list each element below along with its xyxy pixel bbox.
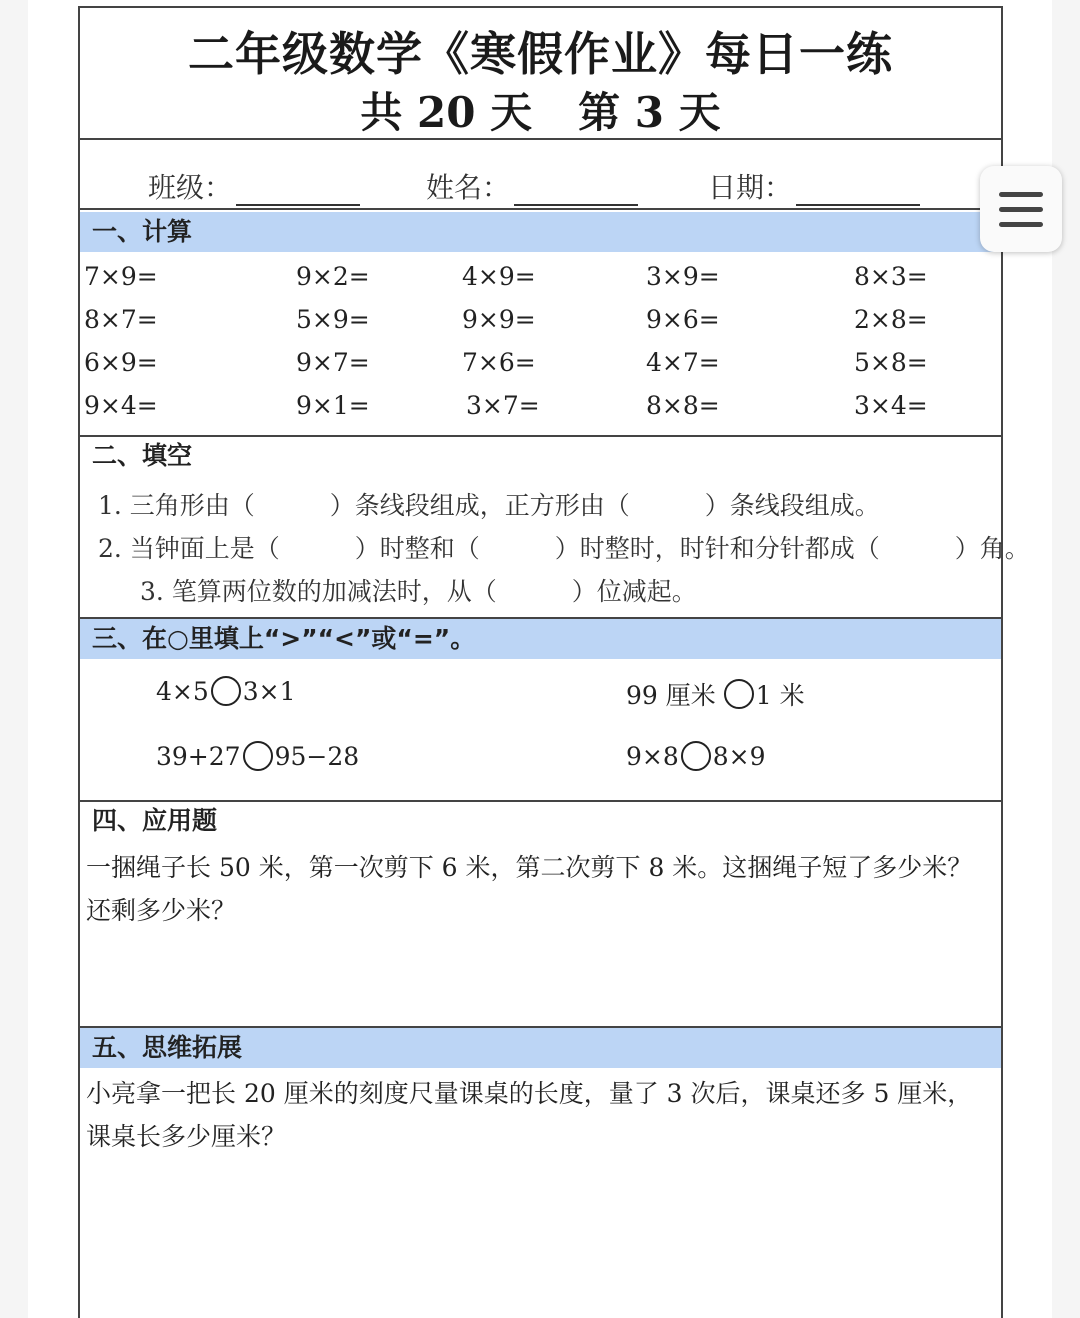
compare-right: 3×1 [242, 676, 296, 706]
compare-item-4[interactable] [626, 741, 766, 771]
compare-left: 99 厘米 [626, 681, 716, 710]
calc-item[interactable]: 9×6= [646, 305, 720, 334]
calc-item[interactable]: 3×9= [646, 262, 720, 291]
calc-item[interactable]: 8×7= [84, 305, 158, 334]
calc-item[interactable]: 9×1= [296, 391, 370, 420]
title-box [80, 8, 1001, 140]
application-problem [86, 846, 996, 932]
calc-item[interactable]: 5×8= [854, 348, 928, 377]
compare-right: 1 米 [755, 681, 805, 710]
compare-item-2[interactable] [626, 676, 805, 712]
calc-item[interactable]: 9×7= [296, 348, 370, 377]
total-days: 共 20 天 [360, 88, 533, 137]
compare-item-1[interactable] [156, 676, 296, 706]
calc-item[interactable]: 3×7= [466, 391, 540, 420]
compare-left: 39+27 [156, 741, 241, 771]
name-blank[interactable] [514, 176, 638, 206]
compare-left: 4×5 [156, 676, 209, 706]
section-fill-header: 二、填空 [92, 441, 193, 470]
calc-item[interactable]: 7×9= [84, 262, 158, 291]
name-label: 姓名： [426, 171, 511, 204]
application-line-1: 一捆绳子长 50 米，第一次剪下 6 米，第二次剪下 8 米。这捆绳子短了多少米？ [86, 853, 973, 882]
section-application-header: 四、应用题 [92, 806, 218, 835]
compare-circle[interactable] [724, 679, 754, 709]
calc-item[interactable]: 7×6= [462, 348, 536, 377]
calc-item[interactable]: 9×9= [462, 305, 536, 334]
calc-item[interactable]: 9×2= [296, 262, 370, 291]
calc-item[interactable]: 5×9= [296, 305, 370, 334]
compare-left: 9×8 [626, 741, 679, 771]
day-counter [80, 80, 1001, 140]
application-answer-area[interactable] [86, 938, 996, 1024]
compare-circle[interactable] [243, 741, 273, 771]
hamburger-menu-icon [999, 207, 1043, 212]
thinking-line-2: 课桌长多少厘米？ [86, 1122, 287, 1151]
thinking-line-1: 小亮拿一把长 20 厘米的刻度尺量课桌的长度，量了 3 次后，课桌还多 5 厘米， [86, 1079, 973, 1108]
fill-item-1[interactable]: 1. 三角形由（ ）条线段组成，正方形由（ ）条线段组成。 [98, 491, 880, 520]
hamburger-menu-icon [999, 192, 1043, 197]
thinking-answer-area[interactable] [86, 1168, 996, 1318]
class-blank[interactable] [236, 176, 360, 206]
class-label: 班级： [148, 171, 233, 204]
date-label: 日期： [708, 171, 793, 204]
fill-item-2[interactable]: 2. 当钟面上是（ ）时整和（ ）时整时，时针和分针都成（ ）角。 [98, 534, 1030, 563]
floating-menu-button[interactable] [980, 166, 1062, 252]
compare-item-3[interactable] [156, 741, 359, 771]
compare-right: 95−28 [274, 741, 360, 771]
student-info-row [80, 140, 1001, 210]
hamburger-menu-icon [999, 222, 1043, 227]
name-field[interactable] [426, 166, 638, 206]
calc-item[interactable]: 9×4= [84, 391, 158, 420]
fill-item-3[interactable]: 3. 笔算两位数的加减法时，从（ ）位减起。 [140, 577, 697, 606]
section-calc-header: 一、计算 [80, 212, 1001, 252]
compare-circle[interactable] [211, 676, 241, 706]
compare-right: 8×9 [712, 741, 766, 771]
calc-item[interactable]: 4×7= [646, 348, 720, 377]
calc-item[interactable]: 8×3= [854, 262, 928, 291]
calc-item[interactable]: 8×8= [646, 391, 720, 420]
calc-item[interactable]: 4×9= [462, 262, 536, 291]
section-compare-header: 三、在○里填上“>”“<”或“=”。 [80, 619, 1001, 659]
compare-circle[interactable] [681, 741, 711, 771]
calc-item[interactable]: 6×9= [84, 348, 158, 377]
section-thinking-header: 五、思维拓展 [80, 1028, 1001, 1068]
thinking-problem [86, 1072, 996, 1158]
calc-item[interactable]: 2×8= [854, 305, 928, 334]
date-field[interactable] [708, 166, 920, 206]
calc-item[interactable]: 3×4= [854, 391, 928, 420]
worksheet-title: 二年级数学《寒假作业》每日一练 [188, 27, 893, 81]
date-blank[interactable] [796, 176, 920, 206]
current-day: 第 3 天 [578, 88, 721, 137]
class-field[interactable] [148, 166, 360, 206]
application-line-2: 还剩多少米？ [86, 896, 237, 925]
worksheet [78, 6, 1030, 1318]
